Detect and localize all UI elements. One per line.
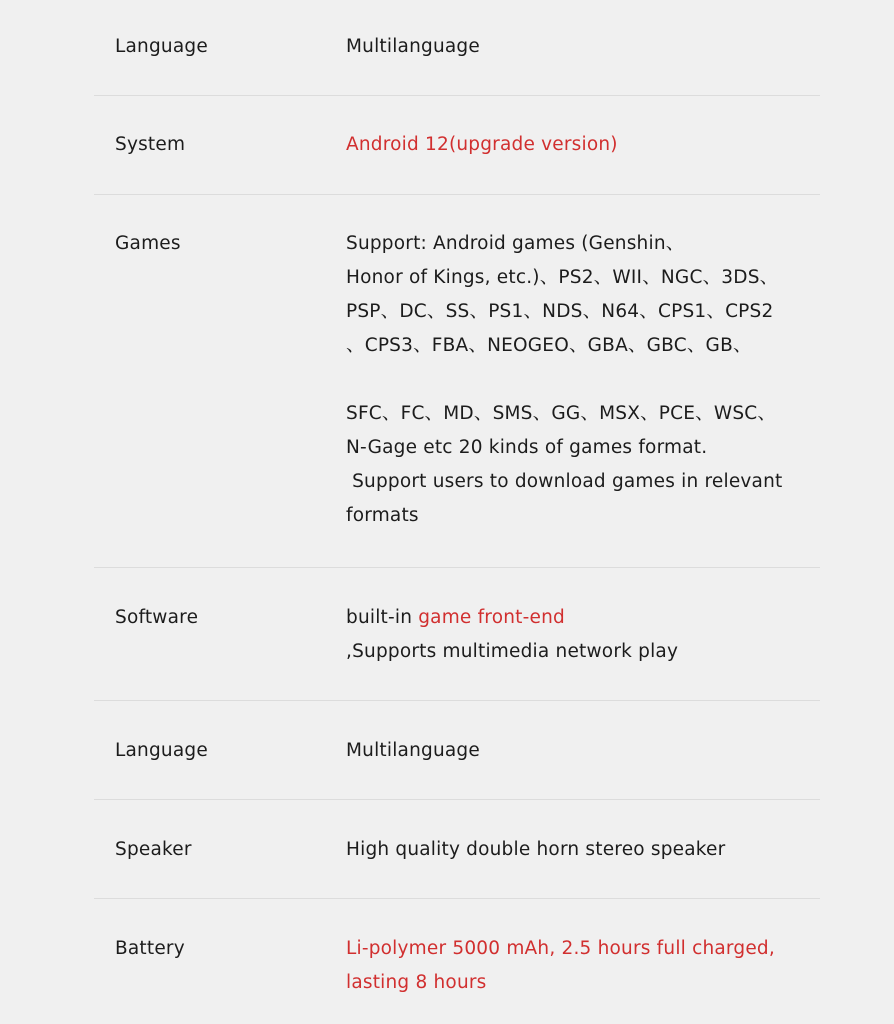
spec-value: Android 12(upgrade version) bbox=[346, 134, 618, 155]
games-line: PSP、DC、SS、PS1、NDS、N64、CPS1、CPS2 bbox=[346, 301, 774, 322]
spec-value: Multilanguage bbox=[346, 740, 480, 761]
games-line: SFC、FC、MD、SMS、GG、MSX、PCE、WSC、 bbox=[346, 403, 777, 424]
games-line: Support users to download games in relevant bbox=[346, 471, 783, 492]
software-prefix: built-in bbox=[346, 607, 419, 628]
software-line: ,Supports multimedia network play bbox=[346, 641, 679, 662]
game-front-end-highlight: game front-end bbox=[418, 607, 565, 628]
games-spacer bbox=[346, 363, 810, 397]
spec-row-games bbox=[94, 195, 820, 568]
spec-value: High quality double horn stereo speaker bbox=[346, 839, 726, 860]
spec-label: Language bbox=[115, 740, 208, 761]
spec-row-speaker bbox=[94, 800, 820, 899]
spec-table bbox=[94, 0, 820, 1024]
games-line: Honor of Kings, etc.)、PS2、WII、NGC、3DS、 bbox=[346, 267, 779, 288]
spec-label: Software bbox=[115, 607, 199, 628]
spec-label: System bbox=[115, 134, 186, 155]
spec-label: Language bbox=[115, 36, 208, 57]
games-line: Support: Android games (Genshin、 bbox=[346, 233, 685, 254]
spec-value-battery bbox=[346, 932, 820, 1024]
games-line: formats bbox=[346, 505, 419, 526]
games-line: 、CPS3、FBA、NEOGEO、GBA、GBC、GB、 bbox=[346, 335, 752, 356]
spec-row-system bbox=[94, 96, 820, 195]
spec-value-software bbox=[346, 601, 820, 700]
spec-label: Speaker bbox=[115, 839, 192, 860]
spec-value: Multilanguage bbox=[346, 36, 480, 57]
spec-row-language bbox=[94, 701, 820, 800]
spec-row-language bbox=[94, 0, 820, 96]
spec-value-games bbox=[346, 227, 820, 567]
battery-line: Li-polymer 5000 mAh, 2.5 hours full charged, bbox=[346, 938, 775, 959]
spec-label: Games bbox=[115, 233, 181, 254]
games-line: N-Gage etc 20 kinds of games format. bbox=[346, 437, 708, 458]
battery-line: lasting 8 hours bbox=[346, 972, 487, 993]
spec-row-battery bbox=[94, 899, 820, 1024]
software-line bbox=[346, 601, 810, 635]
spec-label: Battery bbox=[115, 938, 185, 959]
spec-row-software bbox=[94, 568, 820, 701]
